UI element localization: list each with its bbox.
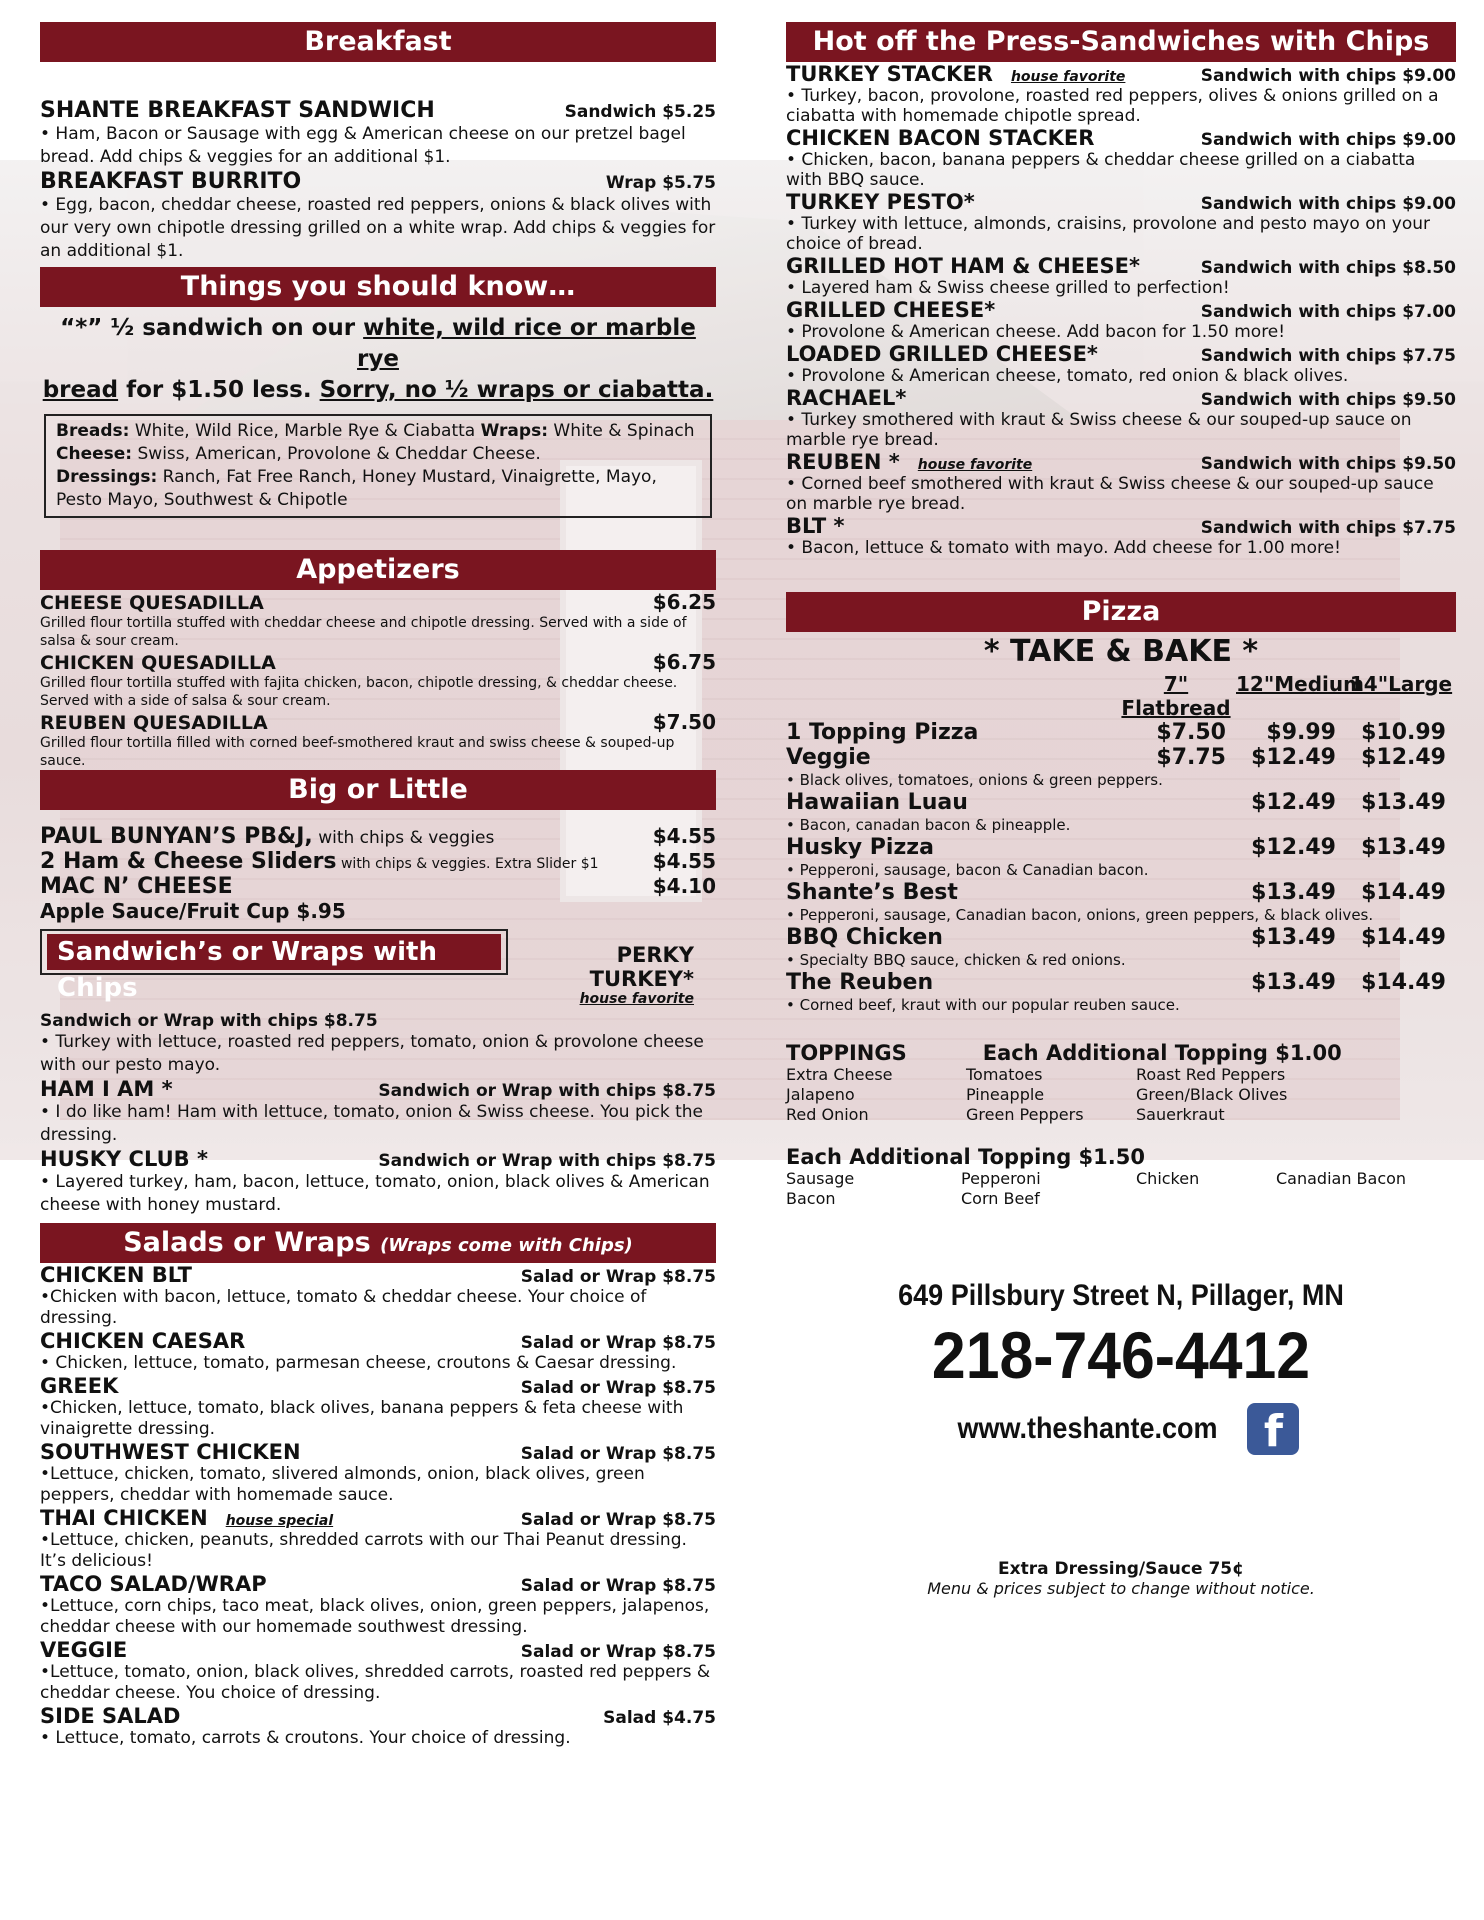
item-price: $4.55 (652, 824, 716, 848)
item-row (40, 1638, 716, 1662)
item-name: SOUTHWEST CHICKEN (40, 1440, 301, 1464)
dressings-label: Dressings: (56, 467, 158, 487)
item-desc: •Lettuce, chicken, tomato, slivered almonds, onion, black olives, green peppers, cheddar with homemade sauce. (40, 1464, 645, 1505)
item-desc: Grilled flour tortilla filled with corned beef-smothered kraut and swiss cheese & souped-up sauce. (40, 735, 675, 769)
item-price: Sandwich $5.25 (564, 102, 716, 122)
item-desc: • Provolone & American cheese. Add bacon for 1.50 more! (786, 322, 1286, 342)
sandwich-wraps-frame (40, 929, 508, 1003)
pizza-row (786, 745, 1456, 770)
item-price: Sandwich or Wrap with chips $8.75 (378, 1081, 716, 1101)
item-name-wrap (40, 1638, 127, 1662)
item-row (786, 386, 1456, 410)
topping-item: Green/Black Olives (1136, 1085, 1288, 1104)
item-desc: Grilled flour tortilla stuffed with fajita chicken, bacon, chipotle dressing, & cheddar cheese. Served with a side of salsa & sour cream. (40, 675, 678, 709)
kids-item (40, 824, 716, 849)
salads-title: Salads or Wraps (123, 1227, 371, 1258)
dressings-list: Ranch, Fat Free Ranch, Honey Mustard, Vinaigrette, Mayo, Pesto Mayo, Southwest & Chipotle (56, 467, 657, 510)
item-name: MAC N’ CHEESE (40, 874, 233, 899)
breakfast-item (40, 169, 716, 263)
topping-item: Tomatoes (966, 1065, 1043, 1084)
breads-list: White, Wild Rice, Marble Rye & Ciabatta (129, 421, 481, 441)
item-name-wrap (40, 1374, 118, 1398)
pizza-header: Pizza (786, 592, 1456, 632)
address: 649 Pillsbury Street N, Pillager, MN (898, 1279, 1344, 1312)
item-name: HUSKY CLUB * (40, 1147, 208, 1171)
note-less: for $1.50 less. (118, 377, 320, 403)
item-desc: • Turkey smothered with kraut & Swiss cheese & our souped-up sauce on marble rye bread. (786, 410, 1412, 450)
house-favorite-tag: house favorite (1010, 69, 1126, 85)
pizza-desc: • Specialty BBQ sauce, chicken & red onions. (786, 951, 1126, 969)
item-desc: • Chicken, lettuce, tomato, parmesan cheese, croutons & Caesar dressing. (40, 1353, 677, 1373)
pizza-row (786, 790, 1456, 815)
item-name: RACHAEL* (786, 386, 907, 410)
item-name: GREEK (40, 1374, 119, 1398)
pizza-desc: • Bacon, canadan bacon & pineapple. (786, 816, 1071, 834)
price-14: $14.49 (1361, 925, 1446, 950)
toppings-price-2: Each Additional Topping $1.50 (786, 1145, 1145, 1169)
salad-item (40, 1572, 716, 1638)
item-price: $6.75 (652, 650, 716, 674)
item-name-wrap (786, 386, 906, 410)
item-price: Sandwich with chips $7.75 (1200, 346, 1456, 366)
cheese-list: Swiss, American, Provolone & Cheddar Cheese. (132, 444, 541, 464)
item-desc: • Turkey with lettuce, almonds, craisins, provolone and pesto mayo on your choice of bread. (786, 214, 1430, 254)
note-bread-word: bread (42, 377, 119, 403)
phone: 218-746-4412 (931, 1318, 1311, 1392)
item-desc: • Lettuce, tomato, carrots & croutons. Your choice of dressing. (40, 1728, 571, 1748)
item-name: HAM I AM * (40, 1077, 173, 1101)
item-desc: •Lettuce, chicken, peanuts, shredded carrots with our Thai Peanut dressing. It’s delicious! (40, 1530, 687, 1571)
press-item (786, 514, 1456, 558)
item-price: Salad or Wrap $8.75 (520, 1576, 716, 1596)
item-name: CHICKEN QUESADILLA (40, 652, 276, 674)
item-name-wrap (40, 1704, 180, 1728)
item-desc: • Layered turkey, ham, bacon, lettuce, tomato, onion, black olives & American cheese with honey mustard. (40, 1172, 710, 1215)
pizza-size-header (786, 672, 1456, 720)
perky-turkey-name: PERKY TURKEY* (589, 943, 694, 991)
item-name: LOADED GRILLED CHEESE* (786, 342, 1098, 366)
item-row (786, 62, 1456, 86)
cheese-label: Cheese: (56, 444, 133, 464)
topping-item: Green Peppers (966, 1105, 1084, 1124)
item-name: THAI CHICKEN (40, 1506, 208, 1530)
item-row (786, 190, 1456, 214)
toppings-list-1 (786, 1065, 1456, 1125)
item-name: PAUL BUNYAN’S PB&J, (40, 824, 313, 849)
topping-item: Extra Cheese (786, 1065, 893, 1084)
size-7: 7" Flatbread (1121, 672, 1231, 720)
pizza-name: Veggie (786, 745, 871, 770)
item-name: SIDE SALAD (40, 1704, 181, 1728)
item-note: with chips & veggies (312, 828, 495, 848)
sandwich-item (40, 1077, 716, 1147)
website-link[interactable]: www.theshante.com (956, 1412, 1218, 1445)
item-name: CHICKEN BLT (40, 1263, 192, 1287)
note-sorry: Sorry, no ½ wraps or ciabatta. (319, 377, 714, 403)
salad-list (40, 1263, 716, 1749)
item-name-wrap (40, 1572, 267, 1596)
pizza-name: The Reuben (786, 970, 934, 995)
pizza-desc: • Pepperoni, sausage, Canadian bacon, onions, green peppers, & black olives. (786, 906, 1374, 924)
item-price: Sandwich with chips $9.00 (1200, 194, 1456, 214)
item-price: Salad or Wrap $8.75 (520, 1378, 716, 1398)
note-breads: white, wild rice or marble rye (357, 315, 696, 372)
item-name: GRILLED HOT HAM & CHEESE* (786, 254, 1140, 278)
options-box (44, 414, 712, 518)
topping-item: Sauerkraut (1136, 1105, 1225, 1124)
item-price: Sandwich with chips $9.00 (1200, 130, 1456, 150)
press-item (786, 342, 1456, 386)
size-12: 12"Medium (1236, 672, 1364, 696)
item-name: REUBEN * (786, 450, 900, 474)
item-desc: Grilled flour tortilla stuffed with cheddar cheese and chipotle dressing. Served with a side of salsa & sour cream. (40, 615, 687, 649)
item-name-wrap (40, 1440, 301, 1464)
item-desc: • Corned beef smothered with kraut & Swiss cheese & our souped-up sauce on marble rye bread. (786, 474, 1434, 514)
contact-block (786, 1279, 1456, 1455)
item-name: CHICKEN CAESAR (40, 1329, 246, 1353)
item-desc: •Chicken with bacon, lettuce, tomato & cheddar cheese. Your choice of dressing. (40, 1287, 647, 1328)
toppings-price-1: Each Additional Topping $1.00 (982, 1041, 1342, 1065)
salads-header (40, 1223, 716, 1263)
salad-item (40, 1638, 716, 1704)
press-item (786, 450, 1456, 514)
house-favorite-tag: house favorite (917, 457, 1033, 473)
topping-item: Roast Red Peppers (1136, 1065, 1286, 1084)
pizza-name: 1 Topping Pizza (786, 720, 979, 745)
price-12: $13.49 (1251, 925, 1336, 950)
item-name: 2 Ham & Cheese Sliders (40, 849, 337, 874)
item-price: Salad or Wrap $8.75 (520, 1267, 716, 1287)
press-item (786, 190, 1456, 254)
item-price: Salad or Wrap $8.75 (520, 1444, 716, 1464)
item-desc: • Provolone & American cheese, tomato, red onion & black olives. (786, 366, 1349, 386)
item-row (40, 1440, 716, 1464)
item-row (40, 1572, 716, 1596)
item-name-wrap (786, 254, 1140, 278)
item-price: Sandwich with chips $8.50 (1200, 258, 1456, 278)
topping-item (1276, 1189, 1456, 1209)
price-12: $9.99 (1266, 720, 1336, 745)
item-price: Salad $4.75 (603, 1708, 716, 1728)
kids-item (40, 874, 716, 899)
price-7: $7.75 (1156, 745, 1226, 770)
item-row (786, 450, 1456, 474)
pizza-row (786, 925, 1456, 950)
big-little-header: Big or Little (40, 770, 716, 810)
item-name-wrap (786, 298, 995, 322)
pizza-row (786, 720, 1456, 745)
item-row (40, 1374, 716, 1398)
appetizers-header: Appetizers (40, 550, 716, 590)
price-12: $12.49 (1251, 790, 1336, 815)
salad-item (40, 1506, 716, 1572)
pizza-name: Hawaiian Luau (786, 790, 968, 815)
topping-item: Red Onion (786, 1105, 869, 1124)
wraps-list: White & Spinach (548, 421, 695, 441)
item-price: Sandwich with chips $7.75 (1200, 518, 1456, 538)
item-name: TACO SALAD/WRAP (40, 1572, 267, 1596)
topping-item: Pepperoni (961, 1169, 1041, 1188)
topping-item: Jalapeno (786, 1085, 855, 1104)
item-row (786, 342, 1456, 366)
price-12: $13.49 (1251, 970, 1336, 995)
item-row (786, 298, 1456, 322)
topping-item: Chicken (1136, 1169, 1200, 1188)
item-desc: • Egg, bacon, cheddar cheese, roasted red peppers, onions & black olives with our very own chipotle dressing grilled on a white wrap. Add chips & veggies for an additional $1. (40, 195, 716, 261)
breakfast-item (40, 98, 716, 169)
item-row (40, 1263, 716, 1287)
item-price: Wrap $5.75 (605, 173, 716, 193)
salad-item (40, 1374, 716, 1440)
item-name: SHANTE BREAKFAST SANDWICH (40, 98, 435, 123)
item-price: Salad or Wrap $8.75 (520, 1510, 716, 1530)
topping-item: Pineapple (966, 1085, 1045, 1104)
item-note: with chips & veggies. Extra Slider $1 (336, 856, 599, 872)
item-row (786, 514, 1456, 538)
price-12: $12.49 (1251, 835, 1336, 860)
house-favorite-tag: house favorite (579, 991, 694, 1007)
press-item (786, 298, 1456, 342)
topping-item: Sausage (786, 1169, 855, 1188)
item-price: Sandwich with chips $7.00 (1200, 302, 1456, 322)
pizza-row (786, 835, 1456, 860)
item-price: Sandwich with chips $9.00 (1200, 66, 1456, 86)
left-column (40, 22, 716, 1749)
salad-item (40, 1263, 716, 1329)
price-12: $13.49 (1251, 880, 1336, 905)
item-name: BLT * (786, 514, 845, 538)
price-14: $14.49 (1361, 880, 1446, 905)
item-name: CHICKEN BACON STACKER (786, 126, 1095, 150)
press-item (786, 62, 1456, 126)
perky-turkey-desc: • Turkey with lettuce, roasted red peppers, tomato, onion & provolone cheese with our pesto mayo. (40, 1032, 704, 1075)
item-row (40, 1329, 716, 1353)
sandwich-wraps-row (40, 929, 716, 1007)
item-desc: • Layered ham & Swiss cheese grilled to perfection! (786, 278, 1230, 298)
pizza-row (786, 970, 1456, 995)
price-14: $12.49 (1361, 745, 1446, 770)
item-price: Sandwich or Wrap with chips $8.75 (378, 1151, 716, 1171)
salad-item (40, 1329, 716, 1374)
salad-item (40, 1704, 716, 1749)
know-header: Things you should know… (40, 267, 716, 307)
toppings-list-2 (786, 1169, 1456, 1209)
item-row (786, 254, 1456, 278)
kids-item (40, 849, 716, 874)
price-14: $13.49 (1361, 835, 1446, 860)
pizza-desc: • Corned beef, kraut with our popular reuben sauce. (786, 996, 1180, 1014)
price-12: $12.49 (1251, 745, 1336, 770)
wraps-label: Wraps: (480, 421, 548, 441)
footer (786, 1559, 1456, 1598)
pizza-desc: • Pepperoni, sausage, bacon & Canadian bacon. (786, 861, 1149, 879)
topping-item (1136, 1189, 1276, 1209)
item-name-wrap (786, 342, 1098, 366)
house-special-tag: house special (225, 1513, 334, 1529)
breads-label: Breads: (56, 421, 130, 441)
item-name-wrap (786, 514, 845, 538)
item-price: $4.55 (652, 849, 716, 873)
item-price: Salad or Wrap $8.75 (520, 1333, 716, 1353)
item-desc: • Bacon, lettuce & tomato with mayo. Add cheese for 1.00 more! (786, 538, 1341, 558)
salad-item (40, 1440, 716, 1506)
toppings-head (786, 1041, 1456, 1065)
pizza-desc: • Black olives, tomatoes, onions & green peppers. (786, 771, 1163, 789)
item-name-wrap (786, 190, 975, 214)
take-bake-title: * TAKE & BAKE * (983, 634, 1259, 669)
item-name-wrap (786, 62, 1125, 86)
sandwich-wraps-header: Sandwich’s or Wraps with Chips (47, 934, 501, 970)
item-price: $6.25 (652, 590, 716, 614)
press-list (786, 62, 1456, 558)
pizza-list (786, 720, 1456, 1015)
facebook-icon[interactable]: f (1247, 1403, 1299, 1455)
topping-item: Bacon (786, 1189, 836, 1208)
press-header: Hot off the Press-Sandwiches with Chips (786, 22, 1456, 62)
press-item (786, 386, 1456, 450)
price-note: Menu & prices subject to change without notice. (927, 1579, 1315, 1598)
item-row (40, 1704, 716, 1728)
appetizer-item (40, 710, 716, 770)
item-name: CHEESE QUESADILLA (40, 592, 264, 614)
item-name-wrap (40, 1329, 245, 1353)
item-row (40, 1506, 716, 1530)
extra-dressing: Extra Dressing/Sauce 75¢ (998, 1559, 1244, 1579)
topping-item: Canadian Bacon (1276, 1169, 1407, 1188)
item-name: VEGGIE (40, 1638, 128, 1662)
appetizer-item (40, 650, 716, 710)
salads-subtitle: (Wraps come with Chips) (380, 1235, 633, 1256)
kids-item: Apple Sauce/Fruit Cup $.95 (40, 899, 346, 923)
toppings-label: TOPPINGS (786, 1041, 907, 1065)
pizza-name: BBQ Chicken (786, 925, 943, 950)
size-14: 14"Large (1349, 672, 1453, 696)
item-name-wrap (786, 450, 1032, 474)
item-desc: • I do like ham! Ham with lettuce, tomato, onion & Swiss cheese. You pick the dressing. (40, 1102, 703, 1145)
item-price: $7.50 (652, 710, 716, 734)
item-price: $4.10 (652, 874, 716, 898)
item-name: GRILLED CHEESE* (786, 298, 996, 322)
appetizer-item (40, 590, 716, 650)
item-desc: •Lettuce, tomato, onion, black olives, shredded carrots, roasted red peppers & cheddar cheese. You choice of dressing. (40, 1662, 711, 1703)
sandwich-item (40, 1147, 716, 1217)
item-desc: • Ham, Bacon or Sausage with egg & American cheese on our pretzel bagel bread. Add chips & veggies for an additional $1. (40, 124, 686, 167)
item-row (786, 126, 1456, 150)
perky-turkey-price: Sandwich or Wrap with chips $8.75 (40, 1011, 378, 1031)
half-sandwich-note (40, 313, 716, 406)
item-price: Salad or Wrap $8.75 (520, 1642, 716, 1662)
item-name-wrap (786, 126, 1094, 150)
item-name: REUBEN QUESADILLA (40, 712, 268, 734)
note-text: “*” ½ sandwich on our (60, 315, 364, 341)
item-name-wrap (40, 1506, 333, 1530)
press-item (786, 126, 1456, 190)
pizza-name: Shante’s Best (786, 880, 958, 905)
pizza-row (786, 880, 1456, 905)
right-column (786, 22, 1456, 1598)
pizza-name: Husky Pizza (786, 835, 934, 860)
topping-item: Corn Beef (961, 1189, 1040, 1208)
item-name-wrap (40, 1263, 192, 1287)
item-name: TURKEY STACKER (786, 62, 993, 86)
price-14: $10.99 (1361, 720, 1446, 745)
item-desc: •Chicken, lettuce, tomato, black olives, banana peppers & feta cheese with vinaigrette dressing. (40, 1398, 684, 1439)
item-name: TURKEY PESTO* (786, 190, 975, 214)
price-7: $7.50 (1156, 720, 1226, 745)
price-14: $14.49 (1361, 970, 1446, 995)
item-name: BREAKFAST BURRITO (40, 169, 302, 194)
breakfast-header: Breakfast (40, 22, 716, 62)
perky-turkey-head (508, 929, 694, 1007)
item-price: Sandwich with chips $9.50 (1200, 390, 1456, 410)
price-14: $13.49 (1361, 790, 1446, 815)
item-desc: •Lettuce, corn chips, taco meat, black olives, onion, green peppers, jalapenos, cheddar cheese with our homemade southwest dressing. (40, 1596, 710, 1637)
item-desc: • Chicken, bacon, banana peppers & cheddar cheese grilled on a ciabatta with BBQ sauce. (786, 150, 1416, 190)
item-desc: • Turkey, bacon, provolone, roasted red peppers, olives & onions grilled on a ciabatta with homemade chipotle spread. (786, 86, 1439, 126)
item-price: Sandwich with chips $9.50 (1200, 454, 1456, 474)
press-item (786, 254, 1456, 298)
